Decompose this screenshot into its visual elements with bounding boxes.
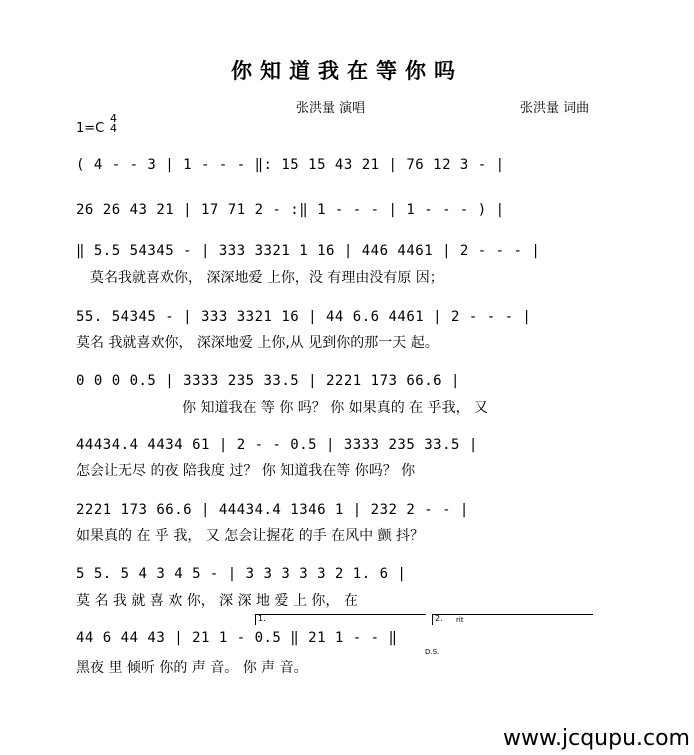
lyric-row-3: 莫名我就喜欢你， 深深地爱 上你，没 有理由没有原 因； (90, 270, 444, 286)
lyric-row-8: 莫 名 我 就 喜 欢 你， 深 深 地 爱 上 你， 在 (76, 593, 358, 609)
first-ending-number: 1. (258, 614, 266, 623)
time-signature-bottom: 4 (110, 122, 117, 135)
score-row-6: 44434.4 4434 61 | 2 - - 0.5 | 3333 235 33.5 | (76, 437, 478, 453)
lyric-row-4: 莫名 我就喜欢你， 深深地爱 上你,从 见到你的那一天 起。 (76, 335, 439, 351)
key-signature: 1=C (76, 121, 105, 136)
time-signature-top: 4 (110, 112, 117, 125)
lyric-row-5: 你 知道我在 等 你 吗？ 你 如果真的 在 乎我， 又 (182, 400, 489, 416)
score-row-4: 55. 54345 - | 333 3321 16 | 44 6.6 4461 | 2 - - - | (76, 309, 532, 325)
composer-credit: 张洪量 词曲 (520, 101, 590, 116)
score-row-9: 44 6 44 43 | 21 1 - 0.5 ‖ 21 1 - - ‖ (76, 630, 398, 646)
score-row-3: ‖ 5.5 54345 - | 333 3321 1 16 | 446 4461 | 2 - - - | (76, 243, 541, 259)
ritardando-mark: rit (456, 616, 464, 624)
score-row-8: 5 5. 5 4 3 4 5 - | 3 3 3 3 3 2 1. 6 | (76, 566, 407, 582)
first-ending-bracket (255, 614, 426, 625)
score-row-7: 2221 173 66.6 | 44434.4 1346 1 | 232 2 - - | (76, 502, 469, 518)
singer-credit: 张洪量 演唱 (296, 101, 366, 116)
lyric-row-9: 黑夜 里 倾听 你的 声 音。 你 声 音。 (76, 660, 308, 676)
lyric-row-6: 怎会让无尽 的夜 陪我度 过？ 你 知道我在等 你吗？ 你 (76, 463, 416, 479)
score-row-2: 26 26 43 21 | 17 71 2 - :‖ 1 - - - | 1 - - - ) | (76, 202, 505, 218)
score-row-1: ( 4 - - 3 | 1 - - - ‖: 15 15 43 21 | 76 12 3 - | (76, 157, 505, 173)
site-watermark: www.jcqupu.com (503, 726, 690, 751)
page-title: 你知道我在等你吗 (231, 58, 463, 83)
dal-segno-mark: D.S. (425, 648, 440, 656)
second-ending-number: 2. (435, 614, 443, 623)
score-row-5: 0 0 0 0.5 | 3333 235 33.5 | 2221 173 66.6 | (76, 373, 460, 389)
lyric-row-7: 如果真的 在 乎 我， 又 怎会让握花 的手 在风中 颤 抖？ (76, 528, 425, 544)
time-signature (110, 114, 117, 134)
